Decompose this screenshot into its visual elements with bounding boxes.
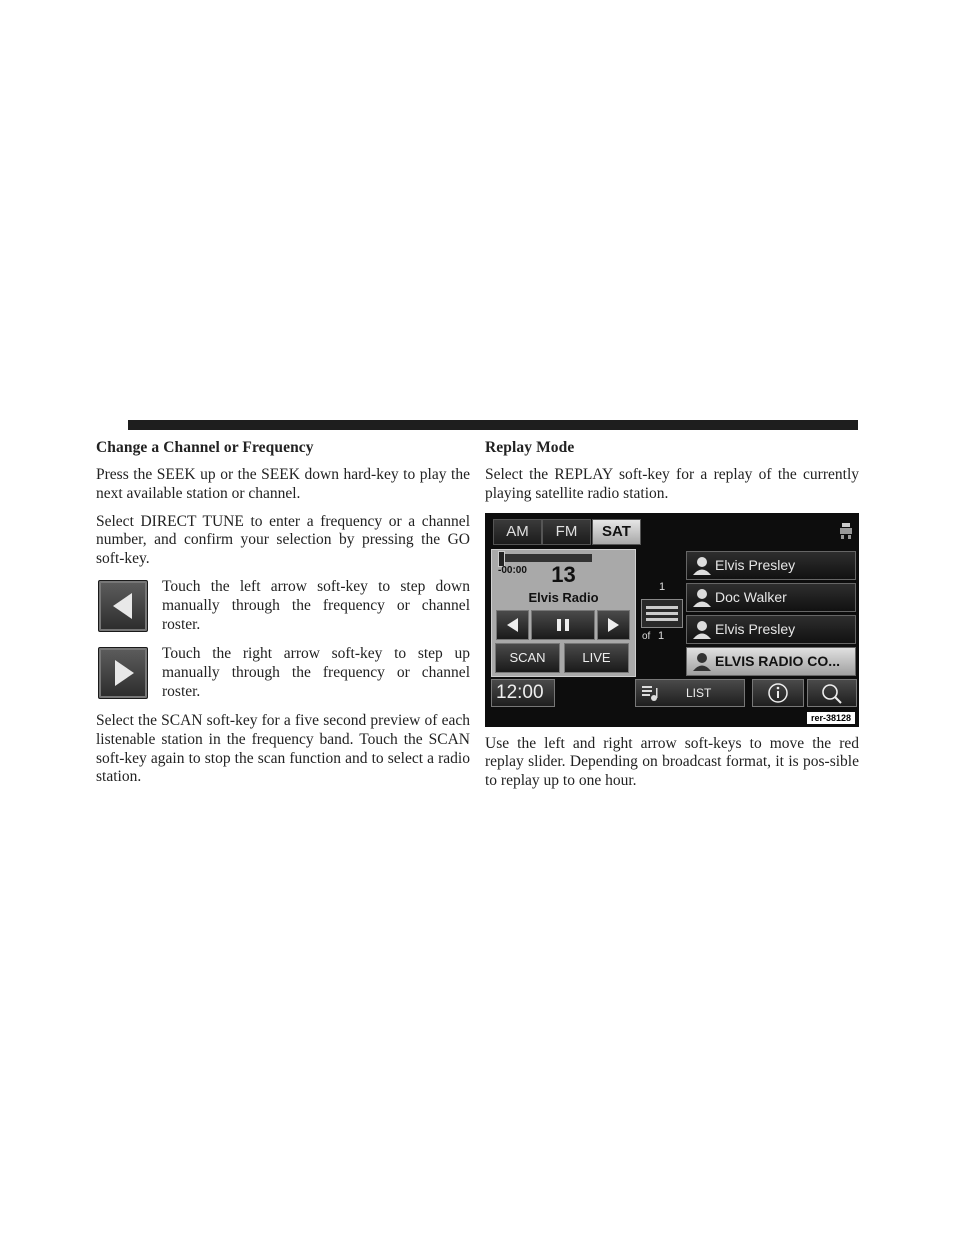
paragraph-direct-tune: Select DIRECT TUNE to enter a frequency or a channel number, and confirm your selection by pressing the GO soft-key. xyxy=(96,512,470,568)
browse-search-button[interactable] xyxy=(807,679,857,707)
right-arrow-icon xyxy=(598,611,629,639)
right-arrow-key-row xyxy=(96,645,470,707)
right-arrow-icon xyxy=(99,648,147,698)
figure-id-label: rer-38128 xyxy=(807,712,855,724)
right-arrow-key-illustration xyxy=(98,647,148,699)
now-playing-panel xyxy=(491,549,636,677)
tab-sat[interactable]: SAT xyxy=(592,519,641,545)
list-item-selected[interactable] xyxy=(686,647,856,676)
paragraph-right-arrow: Touch the right arrow soft-key to step up manually through the frequency or channel roster. xyxy=(162,644,470,700)
rewind-button[interactable] xyxy=(496,610,529,640)
list-button-label: LIST xyxy=(686,685,712,700)
left-arrow-key-row xyxy=(96,578,470,640)
tab-fm[interactable]: FM xyxy=(542,519,591,545)
left-column xyxy=(96,438,470,796)
person-icon xyxy=(692,587,712,607)
tab-am[interactable]: AM xyxy=(493,519,542,545)
scan-button[interactable]: SCAN xyxy=(495,643,560,673)
preset-index: 1 xyxy=(659,580,666,593)
channel-name: Elvis Radio xyxy=(528,589,599,605)
replay-slider-track[interactable] xyxy=(498,554,592,562)
clock: 12:00 xyxy=(491,679,555,707)
channel-number: 13 xyxy=(551,561,576,587)
info-button[interactable] xyxy=(752,679,804,707)
person-icon xyxy=(692,651,712,671)
paragraph-scan: Select the SCAN soft-key for a five second preview of each listenable station in the frequency band. Touch the SCAN soft-key again to stop the scan function and to select a radio station. xyxy=(96,711,470,786)
person-icon xyxy=(692,555,712,575)
pause-icon xyxy=(532,611,594,639)
list-item-label: Elvis Presley xyxy=(715,556,796,573)
section-heading-change-channel: Change a Channel or Frequency xyxy=(96,439,314,456)
preset-total: 1 xyxy=(658,629,665,642)
paragraph-replay-slider: Use the left and right arrow soft-keys to move the red replay slider. Depending on broadcast format, it is pos-sible to replay up to one hour. xyxy=(485,734,859,790)
radio-screen-figure xyxy=(485,513,859,727)
list-button[interactable] xyxy=(635,679,745,707)
header-rule xyxy=(128,420,858,430)
pause-button[interactable] xyxy=(531,610,595,640)
forward-button[interactable] xyxy=(597,610,630,640)
preset-of-label: of xyxy=(642,630,651,642)
list-item-label: ELVIS RADIO CO... xyxy=(715,652,840,669)
list-item-label: Doc Walker xyxy=(715,588,787,605)
left-arrow-key-illustration xyxy=(98,580,148,632)
person-icon xyxy=(692,619,712,639)
section-heading-replay-mode: Replay Mode xyxy=(485,439,575,456)
search-icon xyxy=(808,680,856,706)
paragraph-replay: Select the REPLAY soft-key for a replay of the currently playing satellite radio station. xyxy=(485,466,859,502)
left-arrow-icon xyxy=(497,611,528,639)
list-item[interactable] xyxy=(686,615,856,644)
preset-list-icon[interactable] xyxy=(641,599,683,628)
live-button[interactable]: LIVE xyxy=(564,643,629,673)
info-icon xyxy=(753,680,803,706)
list-item[interactable] xyxy=(686,583,856,612)
time-remaining: -00:00 xyxy=(498,564,527,576)
right-column xyxy=(485,438,859,800)
list-item[interactable] xyxy=(686,551,856,580)
list-item-label: Elvis Presley xyxy=(715,620,796,637)
list-icon xyxy=(641,684,659,702)
paragraph-seek: Press the SEEK up or the SEEK down hard-key to play the next available station or channel. xyxy=(96,466,470,502)
seat-icon xyxy=(839,522,853,540)
paragraph-left-arrow: Touch the left arrow soft-key to step down manually through the frequency or channel roster. xyxy=(162,577,470,633)
left-arrow-icon xyxy=(99,581,147,631)
